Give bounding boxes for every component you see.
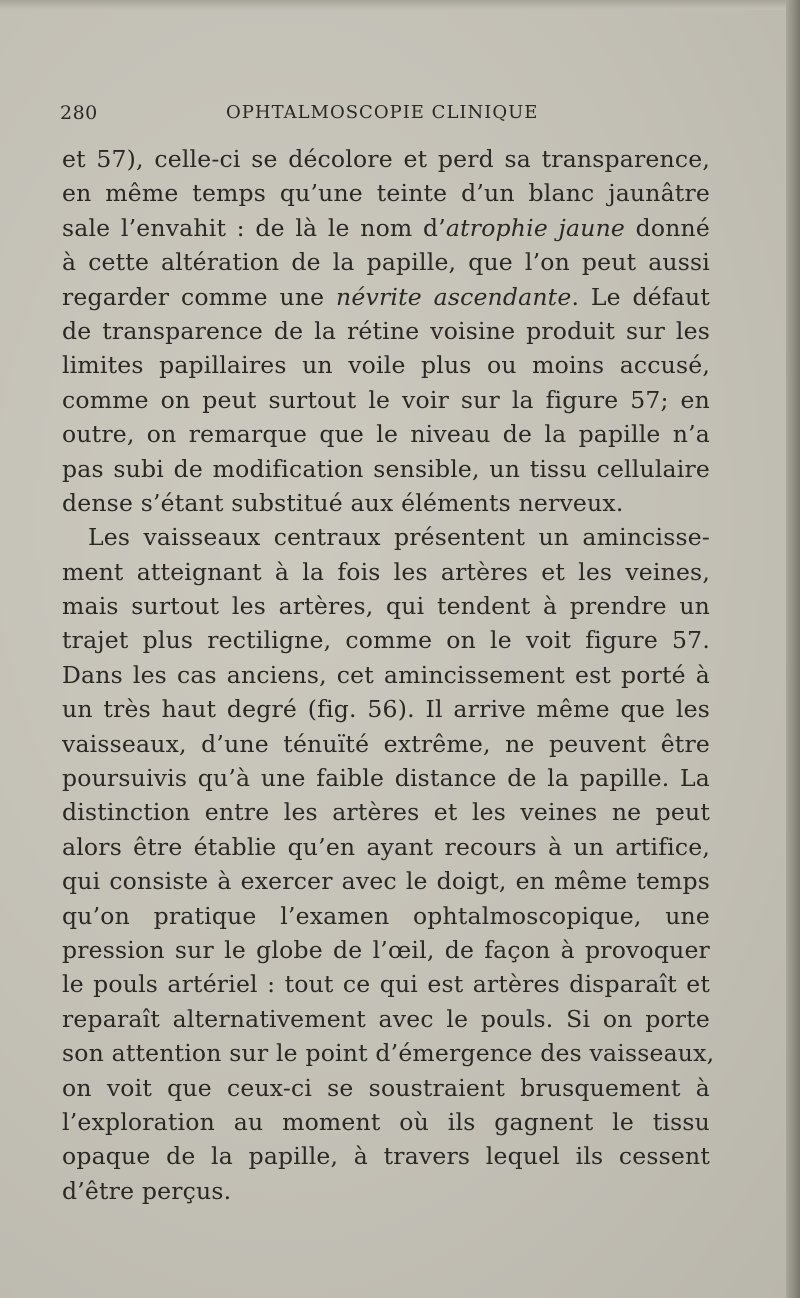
text-line [62,692,710,726]
text-line [62,658,710,692]
text-line [62,486,710,520]
text-line [62,520,710,554]
text-line [62,176,710,210]
text-segment: trajet plus rectiligne, comme on le voit figure 57. [62,626,710,655]
text-line [62,1071,710,1105]
text-segment: mais surtout les artères, qui tendent à prendre un [62,592,710,621]
text-line [62,142,710,176]
text-segment: en même temps qu’une teinte d’un blanc jaunâtre [62,179,710,208]
text-segment: dense s’étant substitué aux éléments nerveux. [62,488,624,517]
body-text [62,142,715,1208]
text-segment: pression sur le globe de l’œil, de façon à provoquer [62,935,710,964]
page-top-edge [0,0,800,10]
text-segment: comme on peut surtout le voir sur la figure 57; en [62,385,710,414]
text-segment: distinction entre les artères et les veines ne peut [62,798,710,827]
text-line [62,623,710,657]
text-line [62,795,710,829]
running-title: OPHTALMOSCOPIE CLINIQUE [226,102,539,123]
text-segment: outre, on remarque que le niveau de la papille n’a [62,420,710,449]
text-segment: pas subi de modification sensible, un tissu cellulaire [62,454,710,483]
text-line [62,727,710,761]
text-segment: à cette altération de la papille, que l’on peut aussi [62,248,710,277]
text-line [62,1174,710,1208]
text-segment: on voit que ceux-ci se soustraient brusquement à [62,1073,710,1102]
text-line [62,1105,710,1139]
text-segment: qu’on pratique l’examen ophtalmoscopique, une [62,901,710,930]
text-line [62,1139,710,1173]
text-line [62,452,710,486]
text-segment: Dans les cas anciens, cet amincissement est porté à [62,660,710,689]
text-segment: ment atteignant à la fois les artères et les veines, [62,557,710,586]
text-segment: sale l’envahit : de là le nom d’ [62,213,446,242]
text-line [62,830,710,864]
text-line [62,245,710,279]
text-line [62,967,710,1001]
text-segment: regarder comme une [62,282,337,311]
text-line [62,899,710,933]
text-segment: et 57), celle-ci se décolore et perd sa transparence, [62,145,710,173]
text-line [62,280,710,314]
text-segment: le pouls artériel : tout ce qui est artères disparaît et [62,970,710,999]
text-line [62,1036,715,1070]
text-segment: un très haut degré (fig. 56). Il arrive même que les [62,695,710,724]
text-line [62,555,710,589]
text-line [62,761,710,795]
text-segment: de transparence de la rétine voisine produit sur les [62,316,710,345]
italic-term: névrite ascendante [336,282,572,311]
text-segment: Les vaisseaux centraux présentent un amincisse- [88,523,710,552]
text-segment: reparaît alternativement avec le pouls. Si on porte [62,1004,710,1033]
text-line [62,383,710,417]
text-segment: donné [625,213,710,242]
text-segment: limites papillaires un voile plus ou moins accusé, [62,351,710,380]
text-segment: opaque de la papille, à travers lequel ils cessent [62,1142,710,1171]
page-binding-edge [786,0,800,1298]
text-segment: poursuivis qu’à une faible distance de la papille. La [62,764,710,793]
text-line [62,211,710,245]
text-line [62,1002,710,1036]
text-line [62,589,710,623]
text-segment: son attention sur le point d’émergence des vaisseaux, [62,1039,715,1068]
text-line [62,864,710,898]
text-segment: . Le défaut [571,282,710,311]
text-segment: vaisseaux, d’une ténuïté extrême, ne peuvent être [62,729,710,758]
text-line [62,314,710,348]
italic-term: atrophie jaune [445,213,626,242]
text-line [62,348,710,382]
text-segment: l’exploration au moment où ils gagnent le tissu [62,1107,710,1136]
page-number: 280 [60,102,98,124]
text-segment: qui consiste à exercer avec le doigt, en même temps [62,867,710,896]
text-line [62,933,710,967]
page-header [60,102,700,132]
text-segment: alors être établie qu’en ayant recours à un artifice, [62,832,710,861]
text-line [62,417,710,451]
text-segment: d’être perçus. [62,1176,232,1205]
